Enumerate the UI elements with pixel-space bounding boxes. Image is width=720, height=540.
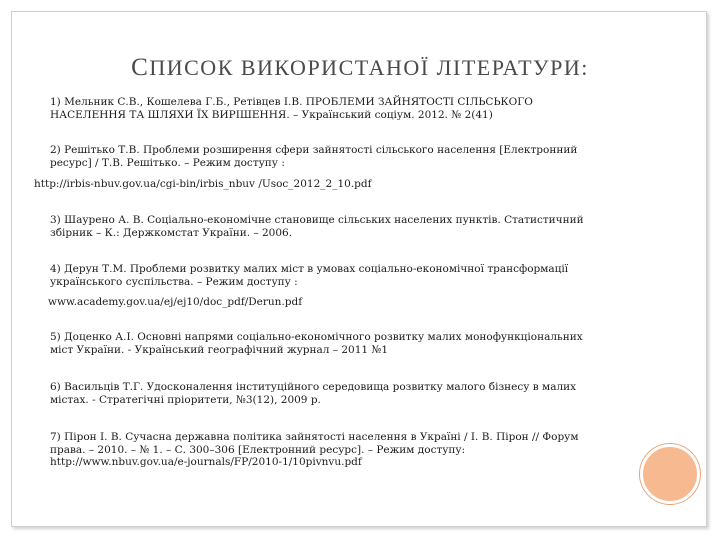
- reference-item-7: 7) Пірон І. В. Сучасна державна політика зайнятості населення в Україні / І. В. Пірон // Форум права. – 2010. – № 1. – С. 300–306 [Електронний ресурс]. – Режим доступу: http://www.nbuv.gov.ua/e-journals/FP/2010-1/10pivnvu.pdf: [50, 431, 579, 468]
- reference-item-1: 1) Мельник С.В., Кошелева Г.Б., Ретівцев І.В. ПРОБЛЕМИ ЗАЙНЯТОСТІ СІЛЬСЬКОГО НАСЕЛЕННЯ ТА ШЛЯХИ ЇХ ВИРІШЕННЯ. – Український соціум. 2012. № 2(41): [50, 96, 533, 121]
- reference-link-2[interactable]: http://irbis-nbuv.gov.ua/cgi-bin/irbis_nbuv /Usoc_2012_2_10.pdf: [34, 178, 372, 190]
- reference-item-4: 4) Дерун Т.М. Проблеми розвитку малих міст в умовах соціально-економічної трансформації українського суспільства. – Режим доступу :: [50, 263, 569, 288]
- reference-link-4[interactable]: www.academy.gov.ua/ej/ej10/doc_pdf/Derun.pdf: [48, 296, 303, 308]
- decorative-circle: [640, 444, 700, 504]
- page-title: СПИСОК ВИКОРИСТАНОЇ ЛІТЕРАТУРИ:: [131, 54, 589, 81]
- reference-item-5: 5) Доценко А.І. Основні напрями соціально-економічного розвитку малих монофункціональних міст України. - Український географічний журнал – 2011 №1: [50, 331, 583, 356]
- reference-item-3: 3) Шаурено А. В. Соціально-економічне становище сільських населених пунктів. Статистичний збірник – К.: Держкомстат України. – 2006.: [50, 214, 584, 239]
- reference-item-6: 6) Васильців Т.Г. Удосконалення інституційного середовища розвитку малого бізнесу в малих містах. - Стратегічні пріоритети, №3(12), 2009 р.: [50, 381, 577, 406]
- reference-item-2: 2) Решітько Т.В. Проблеми розширення сфери зайнятості сільського населення [Електронний ресурс] / Т.В. Решітько. – Режим доступу :: [50, 144, 578, 169]
